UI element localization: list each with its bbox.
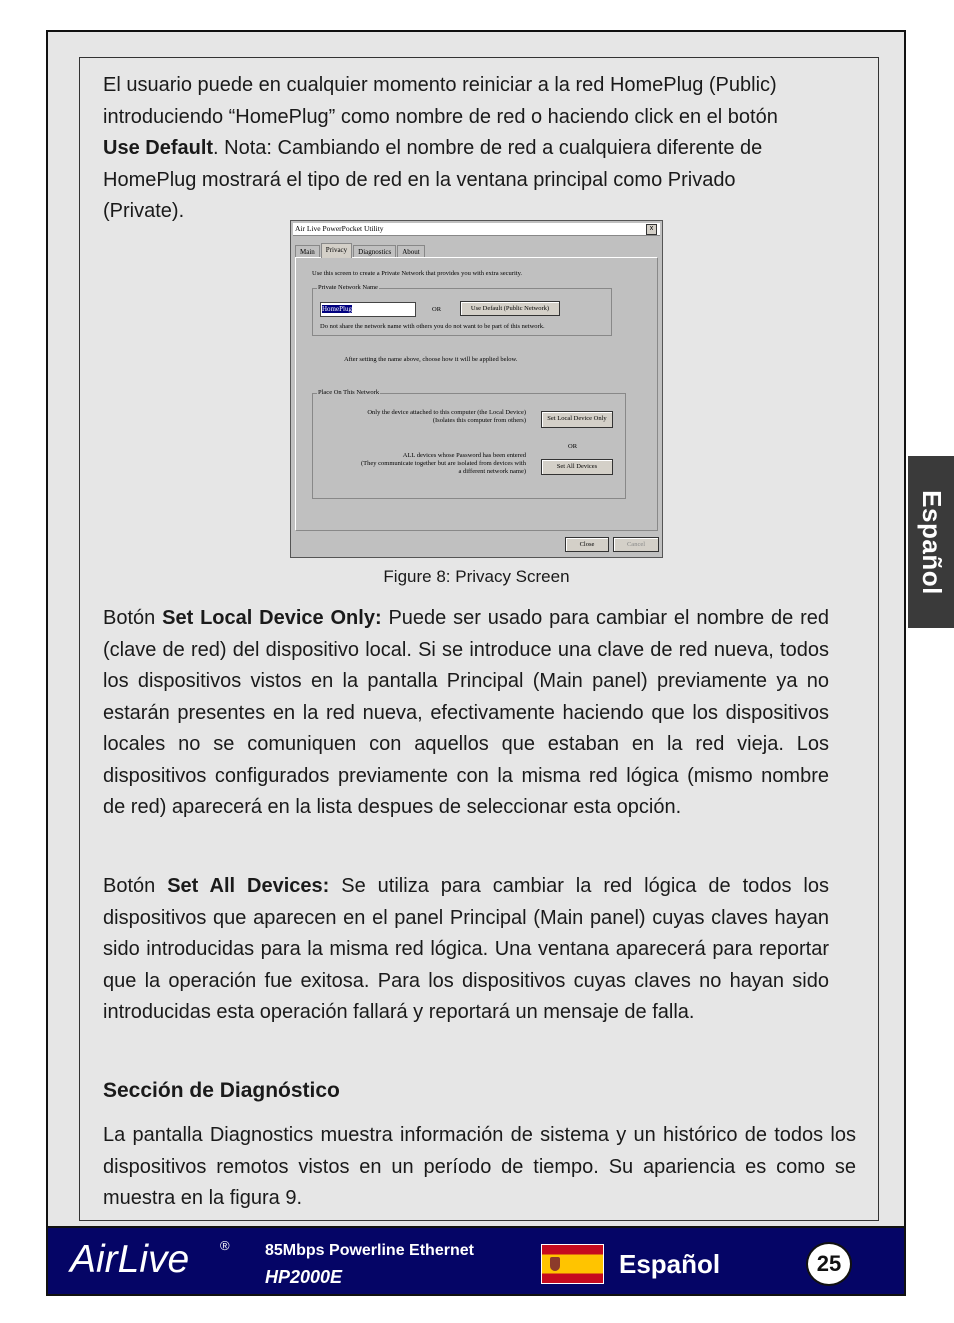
window-title-bar xyxy=(293,223,660,236)
intro-paragraph xyxy=(103,70,863,228)
page-number: 25 xyxy=(806,1242,852,1286)
tab-diagnostics[interactable]: Diagnostics xyxy=(353,245,396,258)
intro-line-1: El usuario puede en cualquier momento reiniciar a la red HomePlug (Public) xyxy=(103,74,777,96)
tab-privacy[interactable]: Privacy xyxy=(321,243,352,258)
local-device-desc-1: Only the device attached to this computer (the Local Device) xyxy=(367,409,526,416)
section-heading: Sección de Diagnóstico xyxy=(103,1079,340,1102)
set-local-device-term: Set Local Device Only: xyxy=(162,607,382,629)
diagnostics-paragraph: La pantalla Diagnostics muestra información de sistema y un histórico de todos los dispositivos remotos vistos en un período de tiempo. Su apariencia es como se muestra en la figura 9. xyxy=(103,1124,856,1209)
or-label-2: OR xyxy=(568,443,578,450)
intro-line-5: (Private). xyxy=(103,200,185,222)
set-all-devices-button[interactable]: Set All Devices xyxy=(541,459,613,475)
intro-line-3: Use Default. Nota: Cambiando el nombre de red a cualquiera diferente de xyxy=(103,137,763,159)
set-all-devices-paragraph: Botón Set All Devices: Se utiliza para cambiar la red lógica de todos los dispositivos que aparecen en el panel Principal (Main panel) cuyas claves hayan sido introducidas para la misma red lógica. Una ventana aparecerá para reportar que la operación fue exitosa. Para los dispositivos cuyas claves no hayan sido introducidas esta operación fallará y reportará un mensaje de falla. xyxy=(103,875,830,1023)
side-language-label: Español xyxy=(916,489,947,595)
privacy-screen-figure xyxy=(290,220,663,558)
registered-mark: ® xyxy=(220,1238,230,1253)
window-title: Air Live PowerPocket Utility xyxy=(295,224,384,233)
close-icon[interactable]: x xyxy=(646,224,657,235)
set-all-devices-term: Set All Devices: xyxy=(167,875,330,897)
cancel-button[interactable]: Cancel xyxy=(613,537,659,552)
spain-flag-icon xyxy=(541,1244,604,1284)
intro-line-4: HomePlug mostrará el tipo de red en la ventana principal como Privado xyxy=(103,168,736,191)
privacy-panel xyxy=(295,257,658,531)
after-setting-text: After setting the name above, choose how it will be applied below. xyxy=(344,356,518,363)
local-device-desc-2: (Isolates this computer from others) xyxy=(432,417,526,424)
set-local-device-paragraph: Botón Set Local Device Only: Puede ser usado para cambiar el nombre de red (clave de red) del dispositivo local. Si se introduce una clave de red nueva, todos los dispositivos vistos en la pantalla Principal (Main panel) previamente ya no estarán presentes en la red nueva, efectivamente haciendo que los dispositivos locales no se comuniquen con aquellos que estaban en la red vieja. Los dispositivos configurados previamente con la misma red lógica (mismo nombre de red) aparecerá en la lista despues de seleccionar esta opción. xyxy=(103,607,829,818)
all-devices-desc-3: a different network name) xyxy=(458,468,526,475)
place-on-network-group-label: Place On This Network xyxy=(318,389,380,396)
intro-line-2: introduciendo “HomePlug” como nombre de red o haciendo click en el botón xyxy=(103,105,778,128)
use-default-term: Use Default xyxy=(103,137,214,159)
all-devices-desc-1: ALL devices whose Password has been entered xyxy=(402,452,526,459)
footer-language-label: Español xyxy=(619,1249,721,1279)
set-local-device-button[interactable]: Set Local Device Only xyxy=(541,411,613,428)
flag-crest-icon xyxy=(550,1257,560,1271)
network-warning-text: Do not share the network name with others you do not want to be part of this network. xyxy=(320,323,545,330)
network-name-input[interactable]: HomePlug xyxy=(320,302,416,317)
tab-about[interactable]: About xyxy=(397,245,425,258)
airlive-logo: AirLive xyxy=(70,1238,190,1281)
figure-caption: Figure 8: Privacy Screen xyxy=(383,567,570,586)
close-button[interactable]: Close xyxy=(565,537,609,552)
or-label: OR xyxy=(432,306,442,313)
use-default-button[interactable]: Use Default (Public Network) xyxy=(460,301,560,316)
tab-bar xyxy=(295,243,426,257)
all-devices-desc-2: (They communicate together but are isolated from devices with xyxy=(361,460,526,467)
private-network-group-label: Private Network Name xyxy=(318,284,378,291)
privacy-intro-text: Use this screen to create a Private Network that provides you with extra security. xyxy=(312,270,523,277)
tab-main[interactable]: Main xyxy=(295,245,320,258)
product-line: 85Mbps Powerline Ethernet xyxy=(265,1242,474,1259)
side-language-tab xyxy=(908,456,954,628)
product-model: HP2000E xyxy=(265,1267,343,1287)
